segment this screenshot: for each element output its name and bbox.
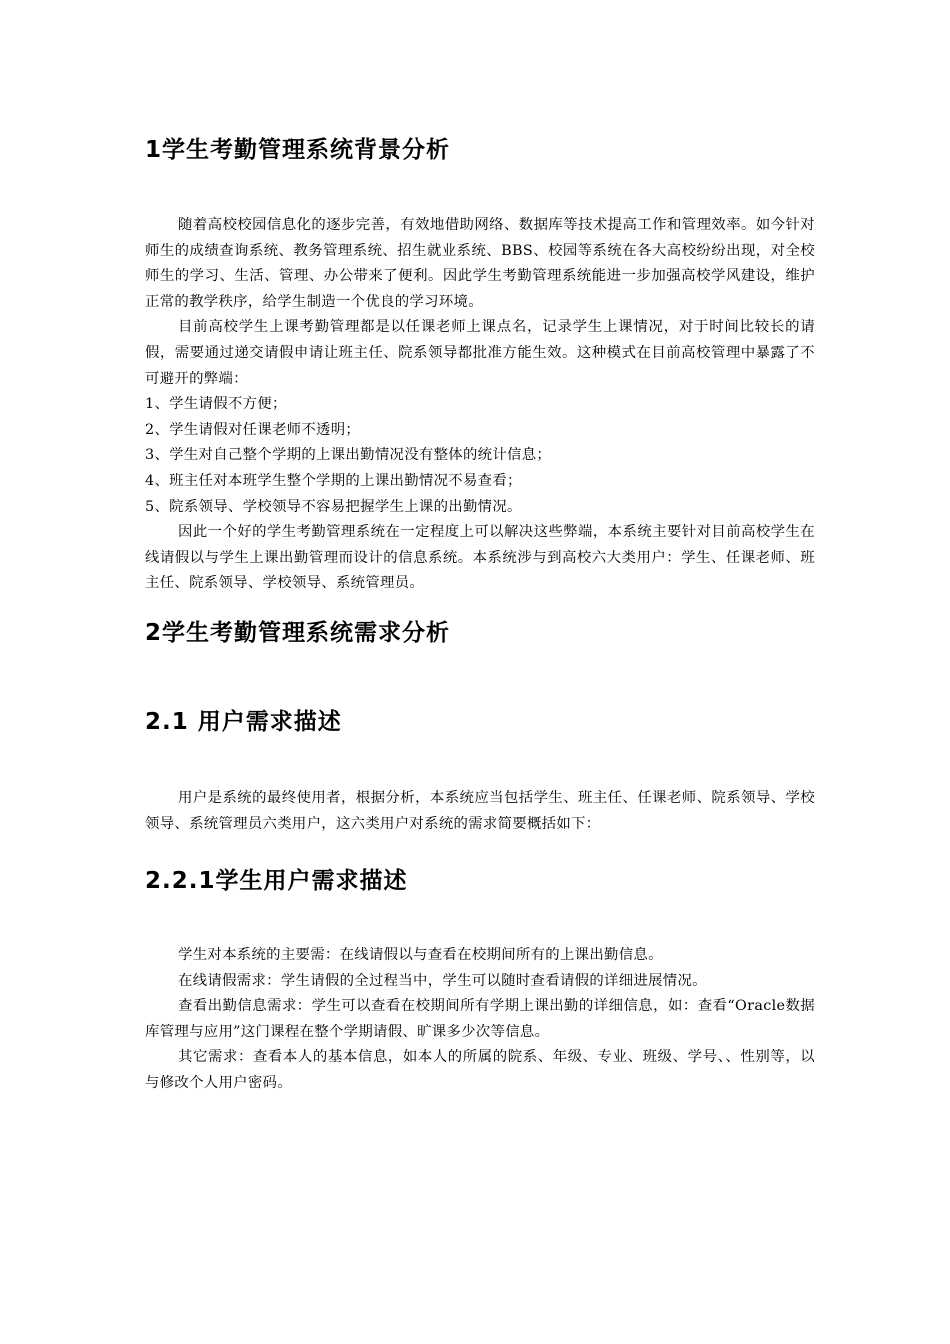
section-2-2-1-body xyxy=(145,943,815,1097)
section-1-paragraph-1: 随着高校校园信息化的逐步完善，有效地借助网络、数据库等技术提高工作和管理效率。如今针对师生的成绩查询系统、教务管理系统、招生就业系统、BBS、校园等系统在各大高校纷纷出现，对全校师生的学习、生活、管理、办公带来了便利。因此学生考勤管理系统能进一步加强高校学风建设，维护正常的教学秩序，给学生制造一个优良的学习环境。 xyxy=(145,217,815,310)
list-item: 5、院系领导、学校领导不容易把握学生上课的出勤情况。 xyxy=(145,498,522,515)
section-2-1-heading: 2.1 用户需求描述 xyxy=(145,709,342,735)
section-2-1-body xyxy=(145,786,815,837)
list-item: 1、学生请假不方便； xyxy=(145,396,287,413)
section-1-body xyxy=(145,213,815,597)
section-2-heading: 2学生考勤管理系统需求分析 xyxy=(145,620,451,646)
section-2-2-1-paragraph-3: 查看出勤信息需求：学生可以查看在校期间所有学期上课出勤的详细信息，如：查看“Oracle数据库管理与应用”这门课程在整个学期请假、旷课多少次等信息。 xyxy=(145,998,815,1040)
section-2-2-1-paragraph-2: 在线请假需求：学生请假的全过程当中，学生可以随时查看请假的详细进展情况。 xyxy=(178,972,707,989)
section-2-2-1-heading: 2.2.1学生用户需求描述 xyxy=(145,868,408,894)
section-2-1-paragraph-1: 用户是系统的最终使用者，根据分析，本系统应当包括学生、班主任、任课老师、院系领导、学校领导、系统管理员六类用户，这六类用户对系统的需求简要概括如下： xyxy=(145,790,815,832)
list-item: 4、班主任对本班学生整个学期的上课出勤情况不易查看； xyxy=(145,472,522,489)
list-item: 3、学生对自己整个学期的上课出勤情况没有整体的统计信息； xyxy=(145,447,552,464)
section-2-2-1-paragraph-4: 其它需求：查看本人的基本信息，如本人的所属的院系、年级、专业、班级、学号、、性别等，以与修改个人用户密码。 xyxy=(145,1049,815,1091)
list-item: 2、学生请假对任课老师不透明； xyxy=(145,421,361,438)
section-1-heading: 1学生考勤管理系统背景分析 xyxy=(145,137,451,163)
section-1-paragraph-3: 因此一个好的学生考勤管理系统在一定程度上可以解决这些弊端，本系统主要针对目前高校学生在线请假以与学生上课出勤管理而设计的信息系统。本系统涉与到高校六大类用户：学生、任课老师、班主任、院系领导、学校领导、系统管理员。 xyxy=(145,524,815,592)
section-2-2-1-paragraph-1: 学生对本系统的主要需：在线请假以与查看在校期间所有的上课出勤信息。 xyxy=(178,947,663,963)
section-1-paragraph-2: 目前高校学生上课考勤管理都是以任课老师上课点名，记录学生上课情况，对于时间比较长的请假，需要通过递交请假申请让班主任、院系领导都批准方能生效。这种模式在目前高校管理中暴露了不可避开的弊端： xyxy=(145,319,815,387)
